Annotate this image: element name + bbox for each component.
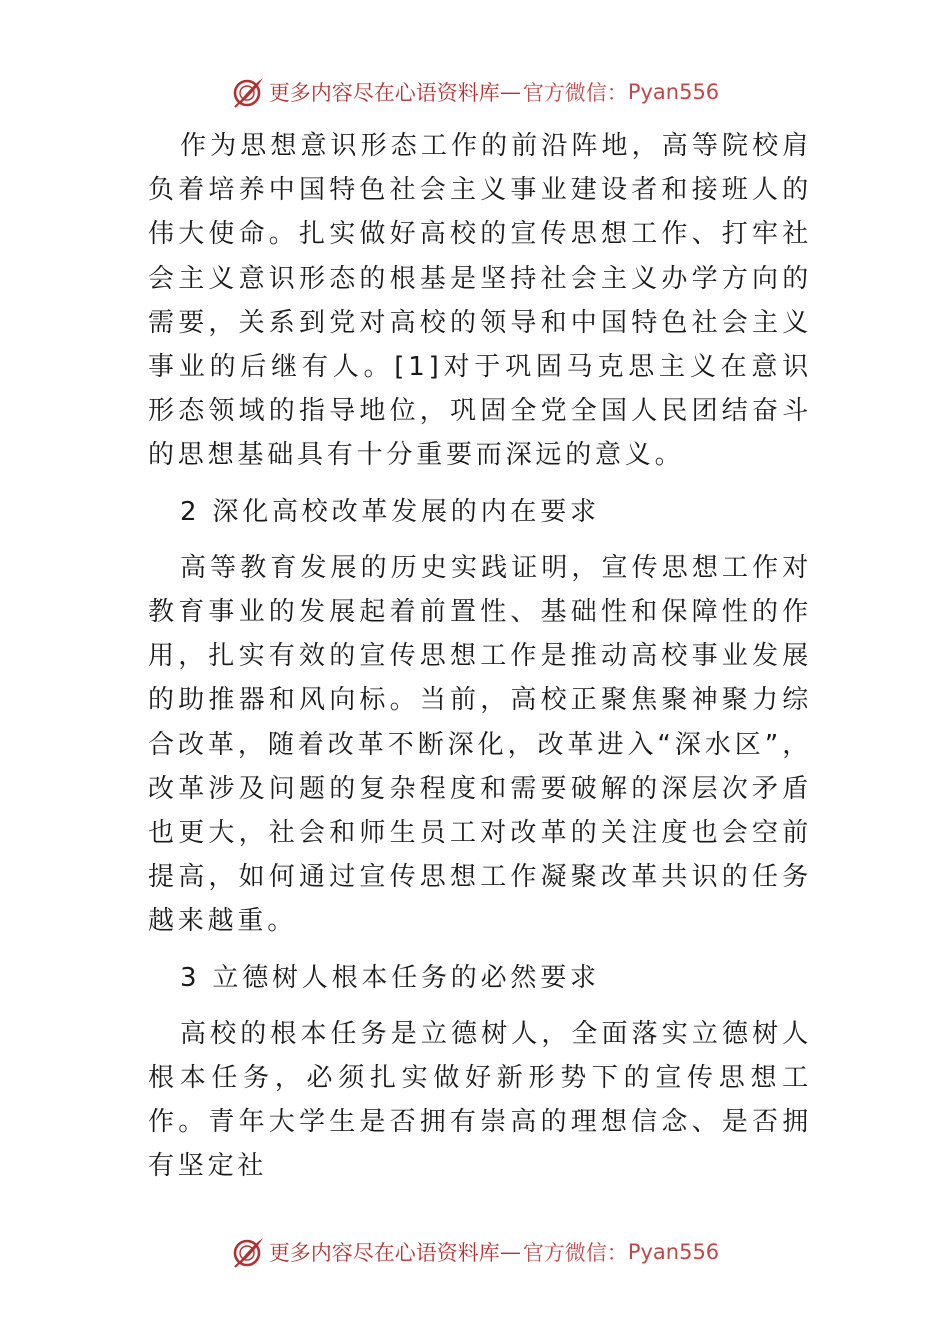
banner-wechat-id: Pyan556 [627,80,720,104]
document-body [148,124,812,1189]
banner-wechat-label: 官方微信： [522,1241,628,1265]
banner-site-text: 更多内容尽在心语资料库 [268,81,500,105]
paragraph: 高等教育发展的历史实践证明，宣传思想工作对教育事业的发展起着前置性、基础性和保障性的作用，扎实有效的宣传思想工作是推动高校事业发展的助推器和风向标。当前，高校正聚焦聚神聚力综合改革，随着改革不断深化，改革进入“深水区”，改革涉及问题的复杂程度和需要破解的深层次矛盾也更大，社会和师生员工对改革的关注度也会空前提高，如何通过宣传思想工作凝聚改革共识的任务越来越重。 [148,552,812,937]
banner-dash: — [499,1240,521,1264]
paragraph: 作为思想意识形态工作的前沿阵地，高等院校肩负着培养中国特色社会主义事业建设者和接班人的伟大使命。扎实做好高校的宣传思想工作、打牢社会主义意识形态的根基是坚持社会主义办学方向的需要，关系到党对高校的领导和中国特色社会主义事业的后继有人。[1]对于巩固马克思主义在意识形态领域的指导地位，巩固全党全国人民团结奋斗的思想基础具有十分重要而深远的意义。 [148,131,812,471]
footer-watermark-banner [0,1232,950,1272]
section-heading: 3 立德树人根本任务的必然要求 [180,962,600,993]
banner-wechat-id: Pyan556 [627,1240,720,1264]
section-heading: 2 深化高校改革发展的内在要求 [180,496,600,527]
paragraph: 高校的根本任务是立德树人，全面落实立德树人根本任务，必须扎实做好新形势下的宣传思想工作。青年大学生是否拥有崇高的理想信念、是否拥有坚定社 [148,1018,812,1182]
banner-wechat-label: 官方微信： [522,81,628,105]
quill-logo-icon [231,1235,265,1269]
quill-logo-icon [231,75,265,109]
banner-site-text: 更多内容尽在心语资料库 [268,1241,500,1265]
banner-dash: — [499,80,521,104]
header-watermark-banner [0,72,950,112]
